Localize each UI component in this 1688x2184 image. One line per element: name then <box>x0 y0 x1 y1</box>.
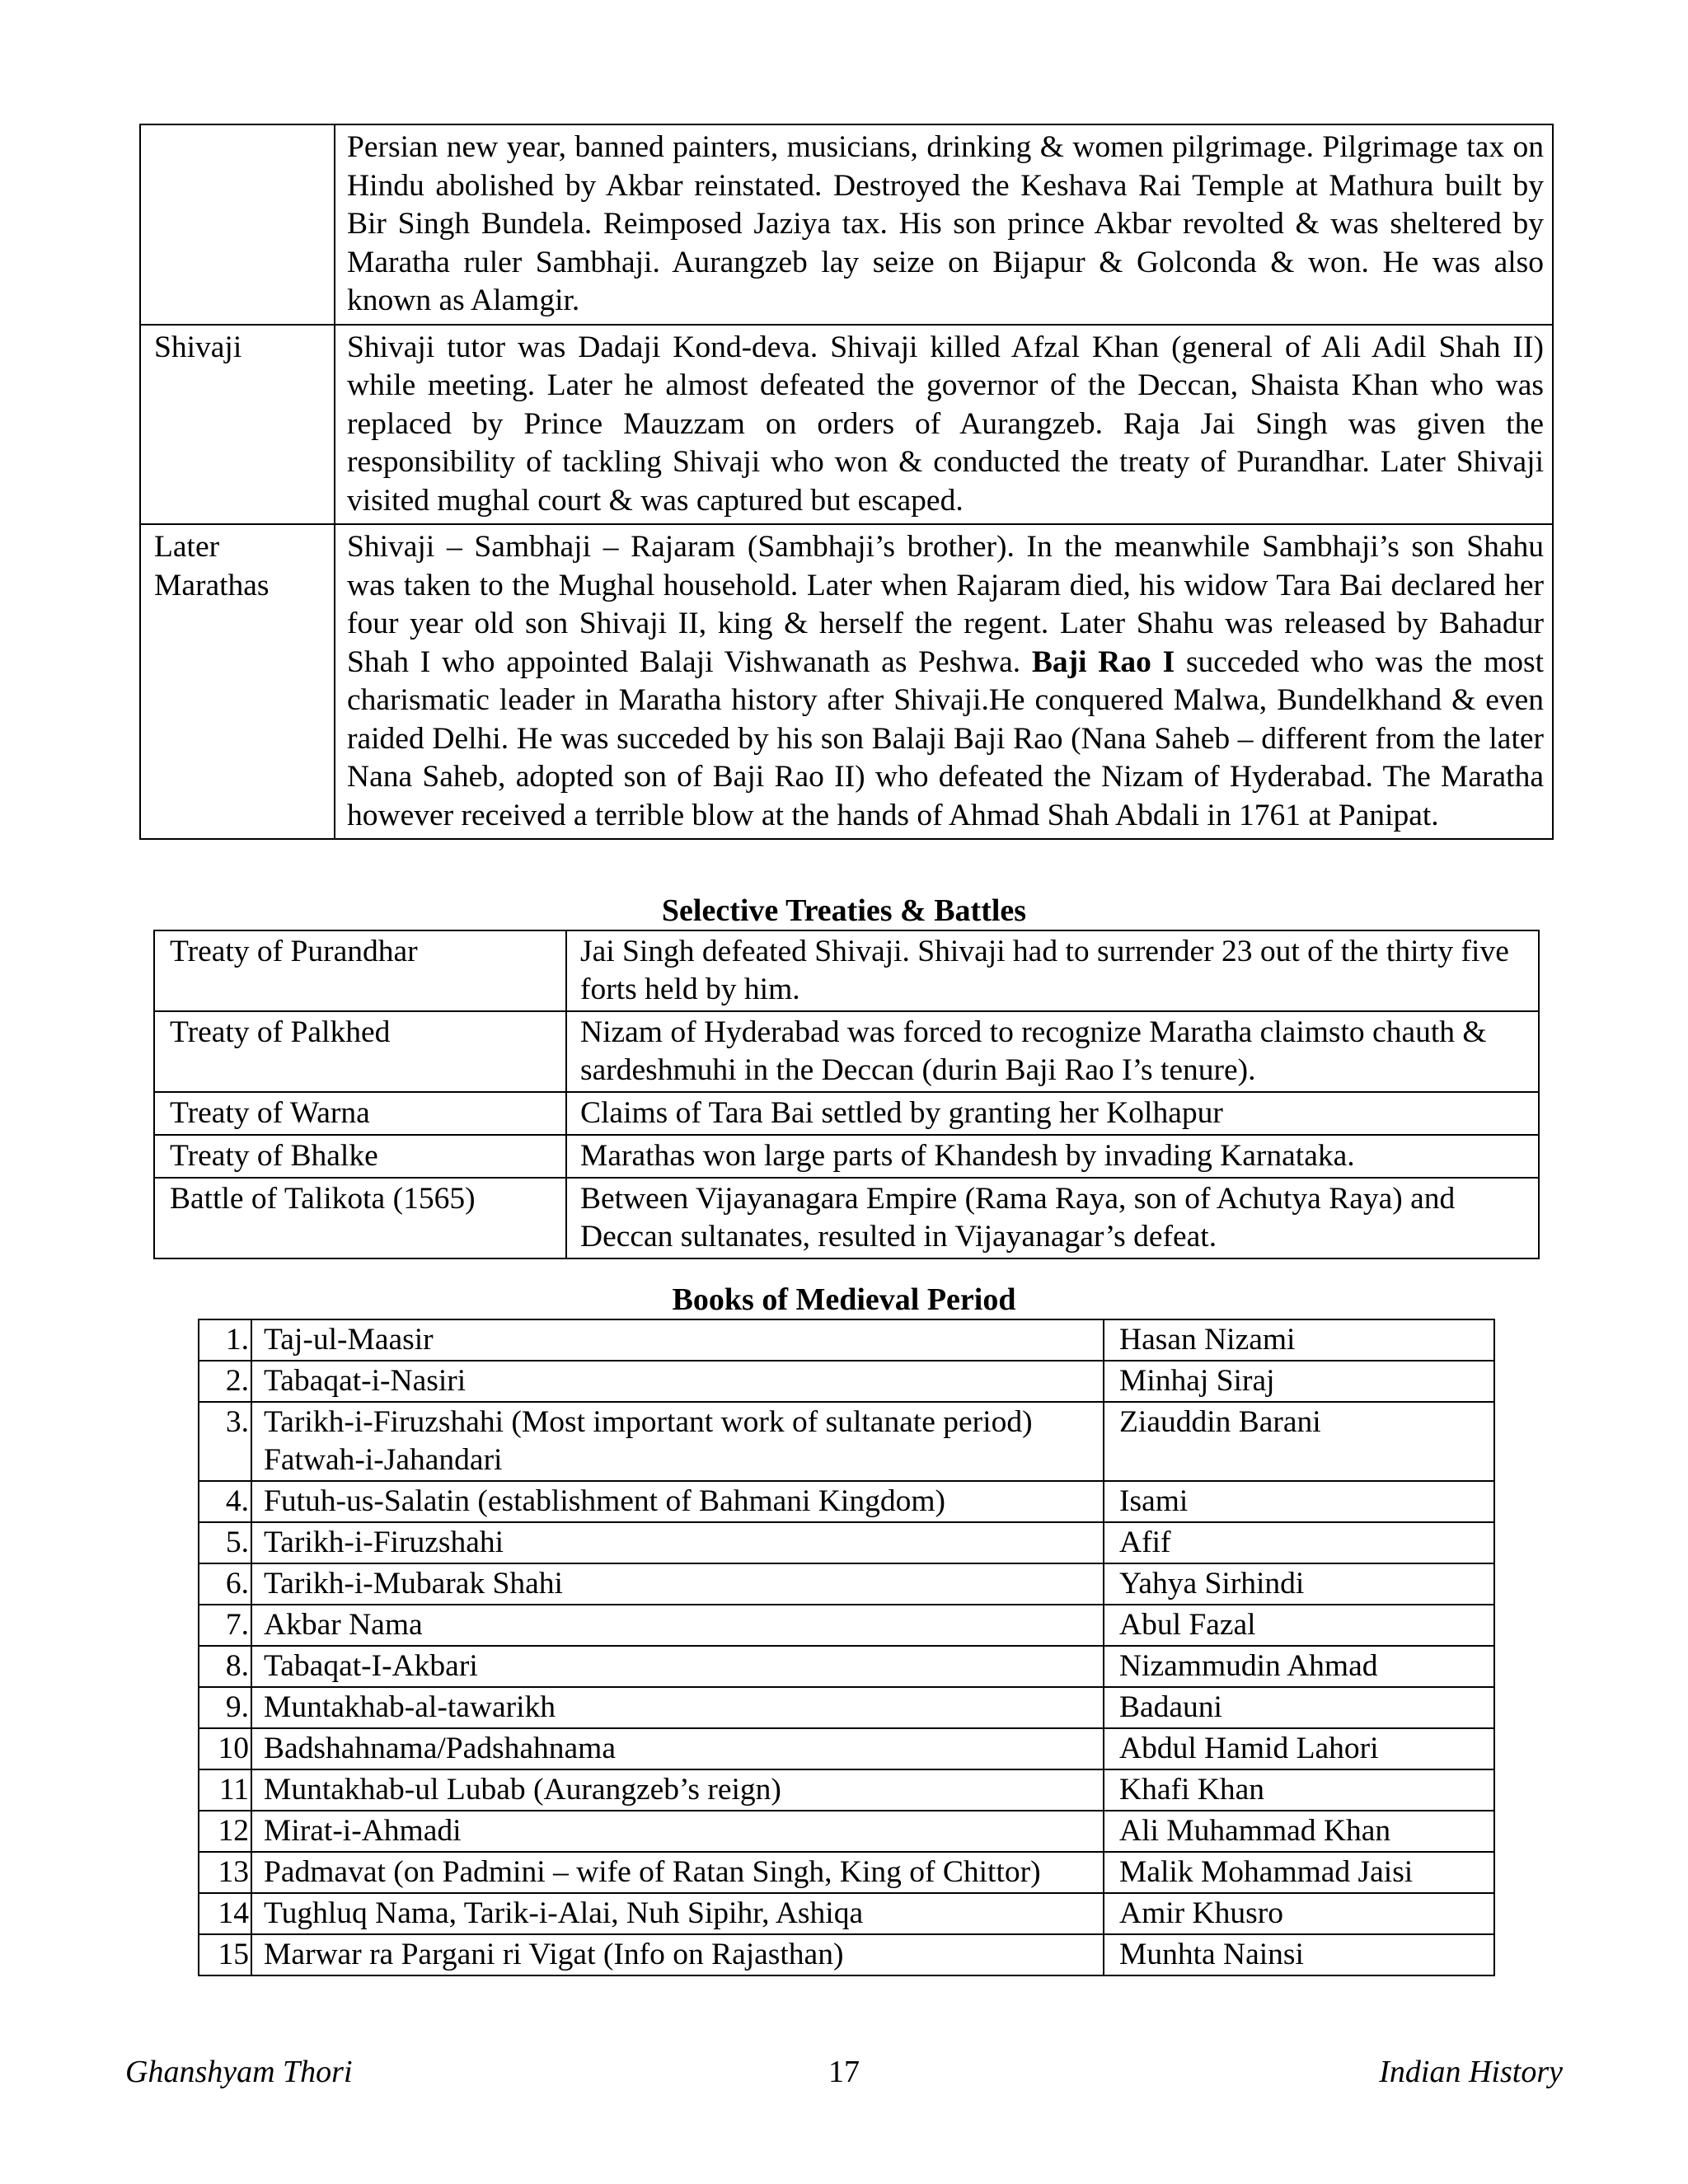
book-title-cell: Taj-ul-Maasir <box>251 1319 1104 1361</box>
book-author-cell: Yahya Sirhindi <box>1104 1563 1494 1605</box>
book-number-cell: 3. <box>199 1402 251 1481</box>
book-title-cell: Marwar ra Pargani ri Vigat (Info on Rajasthan) <box>251 1934 1104 1975</box>
table-row <box>140 524 1553 839</box>
treaty-description-cell: Marathas won large parts of Khandesh by invading Karnataka. <box>566 1135 1539 1178</box>
treaties-table <box>153 930 1540 1259</box>
table-row <box>199 1728 1494 1769</box>
book-title-cell: Tarikh-i-Firuzshahi <box>251 1522 1104 1563</box>
table-row <box>154 1178 1539 1258</box>
table-row <box>199 1605 1494 1646</box>
book-number-cell: 9. <box>199 1687 251 1728</box>
treaties-heading: Selective Treaties & Battles <box>661 893 1027 928</box>
table-row <box>154 930 1539 1011</box>
table-row <box>199 1563 1494 1605</box>
table-row <box>140 325 1553 525</box>
table-row <box>199 1402 1494 1481</box>
book-author-cell: Khafi Khan <box>1104 1769 1494 1811</box>
book-title-cell: Akbar Nama <box>251 1605 1104 1646</box>
description-text: succeded who was the most charismatic leader in Maratha history after Shivaji.He conquered Malwa, Bundelkhand & even raided Delhi. He was succeded by his son Balaji Baji Rao (Nana Saheb – different from the later Nana Saheb, adopted son of Baji Rao II) who defeated the Nizam of Hyderabad. The Maratha however received a terrible blow at the hands of Ahmad Shah Abdali in 1761 at Panipat. <box>347 644 1544 832</box>
book-author-cell: Abdul Hamid Lahori <box>1104 1728 1494 1769</box>
table-row <box>199 1893 1494 1934</box>
table-row <box>199 1852 1494 1893</box>
book-number-cell: 8. <box>199 1646 251 1687</box>
book-title-cell: Tabaqat-i-Nasiri <box>251 1361 1104 1402</box>
book-number-cell: 13 <box>199 1852 251 1893</box>
book-author-cell: Abul Fazal <box>1104 1605 1494 1646</box>
table-row <box>199 1811 1494 1852</box>
book-title-cell: Padmavat (on Padmini – wife of Ratan Singh, King of Chittor) <box>251 1852 1104 1893</box>
books-heading: Books of Medieval Period <box>672 1282 1016 1317</box>
treaty-description-cell: Nizam of Hyderabad was forced to recognize Maratha claimsto chauth & sardeshmuhi in the Deccan (durin Baji Rao I’s tenure). <box>566 1011 1539 1092</box>
page-number: 17 <box>828 2055 860 2089</box>
book-title-cell: Muntakhab-al-tawarikh <box>251 1687 1104 1728</box>
book-title-cell: Tabaqat-I-Akbari <box>251 1646 1104 1687</box>
book-author-cell: Ali Muhammad Khan <box>1104 1811 1494 1852</box>
table-row <box>199 1481 1494 1522</box>
book-author-cell: Nizammudin Ahmad <box>1104 1646 1494 1687</box>
book-title-cell <box>251 1402 1104 1481</box>
footer-author: Ghanshyam Thori <box>125 2055 353 2089</box>
book-author-cell: Munhta Nainsi <box>1104 1934 1494 1975</box>
book-number-cell: 11 <box>199 1769 251 1811</box>
book-number-cell: 10 <box>199 1728 251 1769</box>
book-author-cell: Malik Mohammad Jaisi <box>1104 1852 1494 1893</box>
treaty-description-cell: Jai Singh defeated Shivaji. Shivaji had to surrender 23 out of the thirty five forts held by him. <box>566 930 1539 1011</box>
ruler-description-cell: Shivaji tutor was Dadaji Kond-deva. Shivaji killed Afzal Khan (general of Ali Adil Shah II) while meeting. Later he almost defeated the governor of the Deccan, Shaista Khan who was replaced by Prince Mauzzam on orders of Aurangzeb. Raja Jai Singh was given the responsibility of tackling Shivaji who won & conducted the treaty of Purandhar. Later Shivaji visited mughal court & was captured but escaped. <box>335 325 1553 525</box>
table-row <box>154 1092 1539 1135</box>
book-title-cell: Tarikh-i-Mubarak Shahi <box>251 1563 1104 1605</box>
table-row <box>199 1934 1494 1975</box>
book-number-cell: 14 <box>199 1893 251 1934</box>
table-row <box>154 1011 1539 1092</box>
book-number-cell: 4. <box>199 1481 251 1522</box>
treaty-name-cell: Treaty of Warna <box>154 1092 566 1135</box>
ruler-name-cell: Later Marathas <box>140 524 335 839</box>
bold-name: Baji Rao I <box>1031 644 1175 679</box>
book-number-cell: 2. <box>199 1361 251 1402</box>
book-author-cell: Afif <box>1104 1522 1494 1563</box>
book-title-cell: Futuh-us-Salatin (establishment of Bahmani Kingdom) <box>251 1481 1104 1522</box>
book-title-cell: Tughluq Nama, Tarik-i-Alai, Nuh Sipihr, Ashiqa <box>251 1893 1104 1934</box>
book-number-cell: 5. <box>199 1522 251 1563</box>
ruler-name-cell <box>140 124 335 325</box>
ruler-name-cell: Shivaji <box>140 325 335 525</box>
book-number-cell: 7. <box>199 1605 251 1646</box>
ruler-description-cell <box>335 524 1553 839</box>
book-author-cell: Amir Khusro <box>1104 1893 1494 1934</box>
table-row <box>199 1646 1494 1687</box>
table-row <box>199 1361 1494 1402</box>
book-number-cell: 1. <box>199 1319 251 1361</box>
table-row <box>199 1687 1494 1728</box>
table-row <box>140 124 1553 325</box>
book-number-cell: 15 <box>199 1934 251 1975</box>
book-author-cell: Minhaj Siraj <box>1104 1361 1494 1402</box>
book-title-line: Tarikh-i-Firuzshahi (Most important work of sultanate period) <box>264 1405 1033 1439</box>
ruler-description-cell: Persian new year, banned painters, musicians, drinking & women pilgrimage. Pilgrimage tax on Hindu abolished by Akbar reinstated. Destroyed the Keshava Rai Temple at Mathura built by Bir Singh Bundela. Reimposed Jaziya tax. His son prince Akbar revolted & was sheltered by Maratha ruler Sambhaji. Aurangzeb lay seize on Bijapur & Golconda & won. He was also known as Alamgir. <box>335 124 1553 325</box>
book-number-cell: 6. <box>199 1563 251 1605</box>
book-author-cell: Isami <box>1104 1481 1494 1522</box>
table-row <box>154 1135 1539 1178</box>
treaty-description-cell: Claims of Tara Bai settled by granting her Kolhapur <box>566 1092 1539 1135</box>
book-title-line: Fatwah-i-Jahandari <box>264 1443 503 1477</box>
book-author-cell: Badauni <box>1104 1687 1494 1728</box>
footer-subject: Indian History <box>1379 2055 1563 2089</box>
description-text: Shivaji – Sambhaji – Rajaram (Sambhaji’s brother). In the meanwhile Sambhaji’s son Shahu was taken to the Mughal household. Later when Rajaram died, his widow Tara Bai declared her four year old son Shivaji II, king & herself the regent. Later Shahu was released by Bahadur Shah I who appointed Balaji Vishwanath as Peshwa. <box>347 530 1544 679</box>
table-row <box>199 1522 1494 1563</box>
treaty-name-cell: Treaty of Bhalke <box>154 1135 566 1178</box>
table-row <box>199 1769 1494 1811</box>
book-title-cell: Badshahnama/Padshahnama <box>251 1728 1104 1769</box>
treaty-name-cell: Treaty of Purandhar <box>154 930 566 1011</box>
treaty-description-cell: Between Vijayanagara Empire (Rama Raya, son of Achutya Raya) and Deccan sultanates, resulted in Vijayanagar’s defeat. <box>566 1178 1539 1258</box>
book-author-cell: Ziauddin Barani <box>1104 1402 1494 1481</box>
treaty-name-cell: Battle of Talikota (1565) <box>154 1178 566 1258</box>
treaty-name-cell: Treaty of Palkhed <box>154 1011 566 1092</box>
book-title-cell: Mirat-i-Ahmadi <box>251 1811 1104 1852</box>
books-table <box>198 1319 1495 1976</box>
book-number-cell: 12 <box>199 1811 251 1852</box>
rulers-table <box>139 124 1554 840</box>
book-title-cell: Muntakhab-ul Lubab (Aurangzeb’s reign) <box>251 1769 1104 1811</box>
book-author-cell: Hasan Nizami <box>1104 1319 1494 1361</box>
table-row <box>199 1319 1494 1361</box>
